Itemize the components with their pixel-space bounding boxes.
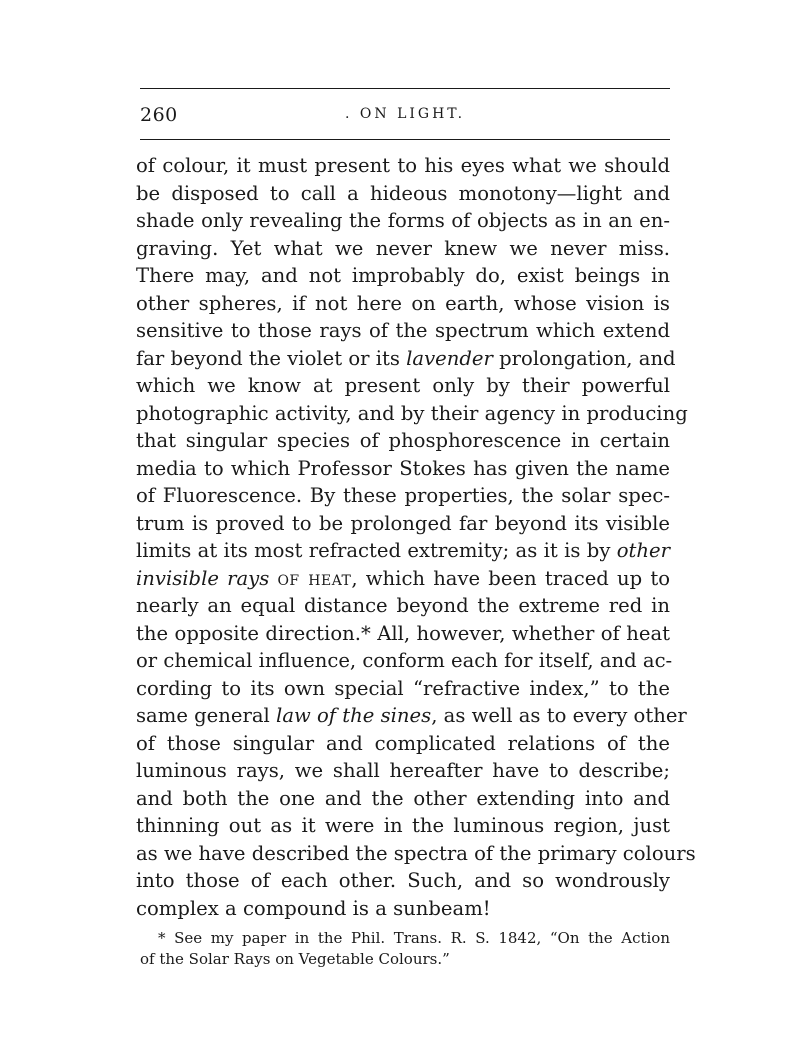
text-line: shade only revealing the forms of objects as in an en- <box>136 209 670 232</box>
text-line: graving. Yet what we never knew we never miss. <box>136 236 670 260</box>
body-text <box>136 152 696 922</box>
text-line: as we have described the spectra of the primary colours <box>136 841 696 865</box>
text-line: of those singular and complicated relations of the <box>136 731 670 755</box>
text-line: be disposed to call a hideous monotony—light and <box>136 181 670 205</box>
header-bottom-rule <box>140 139 670 140</box>
text-line: luminous rays, we shall hereafter have to describe; <box>136 759 670 782</box>
text-line <box>136 565 670 593</box>
text-line <box>136 702 687 730</box>
footnote-line: of the Solar Rays on Vegetable Colours.” <box>140 950 450 968</box>
text-line: which we know at present only by their powerful <box>136 374 670 397</box>
text-line: the opposite direction.* All, however, whether of heat <box>136 621 670 645</box>
text-line: thinning out as it were in the luminous region, just <box>136 814 670 837</box>
text-line <box>136 345 676 373</box>
text-line: complex a compound is a sunbeam! <box>136 896 491 920</box>
text-line: that singular species of phosphorescence in certain <box>136 429 670 452</box>
text-line: cording to its own special “refractive index,” to the <box>136 676 670 700</box>
text-line: and both the one and the other extending into and <box>136 786 670 810</box>
text-line: into those of each other. Such, and so wondrously <box>136 869 670 892</box>
text-line: of colour, it must present to his eyes what we should <box>136 154 670 177</box>
text-line: nearly an equal distance beyond the extreme red in <box>136 594 670 617</box>
text-segment: far beyond the violet or its <box>136 346 407 370</box>
italic-term: invisible rays <box>136 566 270 590</box>
text-line: There may, and not improbably do, exist beings in <box>136 264 670 287</box>
text-segment: same general <box>136 704 277 727</box>
small-caps-term: of heat <box>277 566 352 590</box>
text-line: other spheres, if not here on earth, whose vision is <box>136 291 670 315</box>
text-segment: limits at its most refracted extremity; as it is by <box>136 539 617 562</box>
text-line: photographic activity, and by their agency in producing <box>136 401 688 425</box>
italic-term: law of the sines <box>276 704 432 727</box>
text-segment: , as well as to every other <box>431 704 687 727</box>
text-line: trum is proved to be prolonged far beyond its visible <box>136 511 670 535</box>
text-line: media to which Professor Stokes has given the name <box>136 456 670 480</box>
footnote-line: * See my paper in the Phil. Trans. R. S. 1842, “On the Action <box>158 929 670 947</box>
footnote <box>140 928 670 970</box>
page-number: 260 <box>140 104 178 126</box>
running-head: . ON LIGHT. <box>344 106 466 122</box>
italic-term: other <box>616 539 670 562</box>
text-segment: prolongation, and <box>492 346 676 370</box>
text-segment: , which have been traced up to <box>351 566 670 590</box>
text-line: sensitive to those rays of the spectrum which extend <box>136 319 670 342</box>
text-line: or chemical influence, conform each for itself, and ac- <box>136 649 673 672</box>
text-line <box>136 537 670 565</box>
text-line: of Fluorescence. By these properties, the solar spec- <box>136 484 670 507</box>
header-top-rule <box>140 88 670 89</box>
page-header <box>140 104 670 130</box>
italic-term: lavender <box>406 346 493 370</box>
